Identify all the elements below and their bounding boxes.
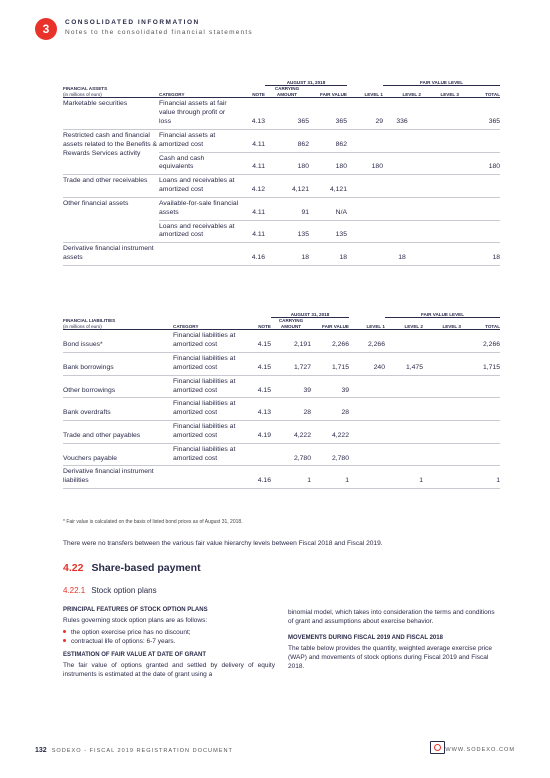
note-cell: 4.11	[239, 152, 265, 175]
table-row	[63, 175, 500, 198]
item-cell: Marketable securities	[63, 98, 159, 129]
level3-cell	[421, 98, 459, 129]
category-cell: Financial assets at amortized cost	[159, 129, 239, 152]
level1-cell: 240	[349, 353, 385, 376]
total-cell	[461, 443, 500, 466]
level3-cell	[423, 330, 461, 353]
level3-cell	[421, 197, 459, 220]
level1-cell: 29	[347, 98, 383, 129]
level2-cell	[383, 220, 421, 243]
level3-cell	[423, 421, 461, 444]
fair-value-cell: 28	[311, 398, 349, 421]
level1-cell	[347, 220, 383, 243]
level2-column-header: LEVEL 2	[383, 86, 421, 98]
level1-cell: 180	[347, 152, 383, 175]
category-cell: Loans and receivables at amortized cost	[159, 175, 239, 198]
level3-cell	[421, 152, 459, 175]
level3-cell	[423, 443, 461, 466]
note-cell: 4.11	[239, 129, 265, 152]
table-row	[63, 421, 500, 444]
total-cell: 365	[459, 98, 500, 129]
level1-column-header: LEVEL 1	[347, 86, 383, 98]
note-cell: 4.13	[247, 398, 271, 421]
table-row	[63, 197, 500, 220]
right-text-column	[288, 608, 500, 675]
carrying-cell: 135	[265, 220, 309, 243]
note-column-header: NOTE	[239, 86, 265, 98]
category-cell: Loans and receivables at amortized cost	[159, 220, 239, 243]
item-cell: Bank overdrafts	[63, 398, 173, 421]
transfers-paragraph: There were no transfers between the various fair value hierarchy levels between Fiscal 2018 and Fiscal 2019.	[63, 540, 383, 547]
table-row	[63, 330, 500, 353]
carrying-cell: 365	[265, 98, 309, 129]
section-heading	[63, 562, 201, 574]
level3-column-header: LEVEL 3	[421, 86, 459, 98]
level2-cell	[385, 375, 423, 398]
category-cell	[159, 243, 239, 266]
level1-cell: 2,266	[349, 330, 385, 353]
level2-cell: 336	[383, 98, 421, 129]
page-footer	[35, 746, 515, 758]
note-cell: 4.11	[239, 220, 265, 243]
level1-cell	[347, 197, 383, 220]
carrying-cell: 91	[265, 197, 309, 220]
note-cell: 4.15	[247, 330, 271, 353]
category-cell: Available-for-sale financial assets	[159, 197, 239, 220]
item-column-header: FINANCIAL LIABILITIES (in millions of euro)	[63, 318, 173, 330]
note-cell: 4.15	[247, 375, 271, 398]
fair-value-paragraph: The fair value of options granted and settled by delivery of equity instruments is estimated at the date of grant using a	[63, 661, 275, 678]
carrying-cell: 180	[265, 152, 309, 175]
carrying-cell: 4,121	[265, 175, 309, 198]
fair-value-cell: 2,780	[311, 443, 349, 466]
category-cell: Financial liabilities at amortized cost	[173, 421, 247, 444]
category-column-header: CATEGORY	[173, 318, 247, 330]
total-cell: 180	[459, 152, 500, 175]
chapter-badge: 3	[35, 18, 57, 40]
level3-cell	[423, 353, 461, 376]
fair-value-level-group-header: FAIR VALUE LEVEL	[383, 80, 500, 86]
table-row	[63, 353, 500, 376]
list-item: contractual life of options: 6-7 years.	[63, 637, 275, 646]
note-cell: 4.15	[247, 353, 271, 376]
financial-liabilities-table	[63, 312, 500, 489]
note-cell: 4.19	[247, 421, 271, 444]
fair-value-cell: 2,266	[311, 330, 349, 353]
table-row	[63, 443, 500, 466]
item-cell: Bank borrowings	[63, 353, 173, 376]
carrying-amount-column-header: CARRYING AMOUNT	[271, 318, 311, 330]
page-number: 132	[35, 747, 47, 754]
category-cell: Financial liabilities at amortized cost	[173, 330, 247, 353]
level2-cell: 18	[383, 243, 421, 266]
note-cell: 4.12	[239, 175, 265, 198]
carrying-amount-column-header: CARRYING AMOUNT	[265, 86, 309, 98]
fair-value-cell: 4,222	[311, 421, 349, 444]
carrying-cell: 39	[271, 375, 311, 398]
level3-column-header: LEVEL 3	[423, 318, 461, 330]
level2-cell	[385, 443, 423, 466]
category-cell: Cash and cash equivalents	[159, 152, 239, 175]
fair-value-cell: 180	[309, 152, 347, 175]
fair-value-cell: 365	[309, 98, 347, 129]
rules-intro: Rules governing stock option plans are as follows:	[63, 616, 208, 624]
total-cell	[461, 375, 500, 398]
note-cell: 4.13	[239, 98, 265, 129]
carrying-cell: 2,780	[271, 443, 311, 466]
level3-cell	[421, 220, 459, 243]
level1-cell	[349, 443, 385, 466]
level2-cell	[383, 129, 421, 152]
fair-value-column-header: FAIR VALUE	[311, 318, 349, 330]
website-link[interactable]: WWW.SODEXO.COM	[445, 747, 515, 753]
level2-cell	[385, 330, 423, 353]
category-cell: Financial liabilities at amortized cost	[173, 398, 247, 421]
movements-paragraph: The table below provides the quantity, weighted average exercise price (WAP) and movements of stock options during Fiscal 2019 and Fiscal 2018.	[288, 644, 493, 671]
total-cell	[459, 129, 500, 152]
bullet-icon	[63, 630, 66, 633]
item-cell: Other financial assets	[63, 197, 159, 242]
level2-cell	[383, 175, 421, 198]
carrying-cell: 4,222	[271, 421, 311, 444]
level3-cell	[421, 175, 459, 198]
level3-cell	[423, 466, 461, 489]
fair-value-cell: 4,121	[309, 175, 347, 198]
fair-value-cell: 1,715	[311, 353, 349, 376]
subsection-number: 4.22.1	[63, 586, 86, 595]
fair-value-cell: 1	[311, 466, 349, 489]
category-cell: Financial assets at fair value through profit or loss	[159, 98, 239, 129]
category-cell	[173, 466, 247, 489]
total-cell: 1,715	[461, 353, 500, 376]
note-cell: 4.16	[247, 466, 271, 489]
level1-cell	[349, 398, 385, 421]
table-row	[63, 98, 500, 129]
header-title: CONSOLIDATED INFORMATION	[65, 19, 200, 26]
fair-value-cell: 18	[309, 243, 347, 266]
level2-cell: 1	[385, 466, 423, 489]
section-title: Share-based payment	[91, 562, 201, 574]
fair-value-cell: 135	[309, 220, 347, 243]
carrying-cell: 28	[271, 398, 311, 421]
item-cell: Trade and other receivables	[63, 175, 159, 198]
date-group-header: AUGUST 31, 2018	[265, 80, 347, 86]
level2-cell: 1,475	[385, 353, 423, 376]
binomial-continuation: binomial model, which takes into consideration the terms and conditions of grant and assumptions about exercise behavior.	[288, 609, 495, 626]
fair-value-column-header: FAIR VALUE	[309, 86, 347, 98]
level2-cell	[383, 197, 421, 220]
level3-cell	[423, 375, 461, 398]
level1-cell	[347, 243, 383, 266]
table-row	[63, 398, 500, 421]
level3-cell	[423, 398, 461, 421]
carrying-cell: 1	[271, 466, 311, 489]
document-name: SODEXO - FISCAL 2019 REGISTRATION DOCUMENT	[51, 748, 233, 754]
left-text-column	[63, 606, 275, 682]
total-cell: 18	[459, 243, 500, 266]
level3-cell	[421, 243, 459, 266]
table-row	[63, 129, 500, 152]
table-row	[63, 243, 500, 266]
item-cell: Bond issues*	[63, 330, 173, 353]
stock-option-features-heading: PRINCIPAL FEATURES OF STOCK OPTION PLANS	[63, 607, 208, 613]
table-footnote: * Fair value is calculated on the basis of listed bond prices as of August 31, 2018.	[63, 519, 243, 525]
fair-value-cell: 39	[311, 375, 349, 398]
category-cell: Financial liabilities at amortized cost	[173, 443, 247, 466]
item-cell: Restricted cash and financial assets related to the Benefits & Rewards Services activity	[63, 129, 159, 174]
total-cell: 1	[461, 466, 500, 489]
fair-value-level-group-header: FAIR VALUE LEVEL	[385, 312, 500, 318]
level1-cell	[349, 466, 385, 489]
total-cell	[459, 197, 500, 220]
carrying-cell: 18	[265, 243, 309, 266]
item-column-header: FINANCIAL ASSETS (in millions of euro)	[63, 86, 159, 98]
total-column-header: TOTAL	[459, 86, 500, 98]
note-cell: 4.16	[239, 243, 265, 266]
list-item: the option exercise price has no discount;	[63, 628, 275, 637]
level1-cell	[347, 129, 383, 152]
fair-value-cell: N/A	[309, 197, 347, 220]
document-icon	[430, 741, 445, 754]
level1-cell	[349, 375, 385, 398]
level2-cell	[385, 421, 423, 444]
total-cell	[461, 398, 500, 421]
subsection-heading	[63, 586, 157, 595]
header-subtitle: Notes to the consolidated financial statements	[65, 29, 253, 36]
level1-column-header: LEVEL 1	[349, 318, 385, 330]
fair-value-cell: 862	[309, 129, 347, 152]
total-cell	[459, 220, 500, 243]
note-cell	[247, 443, 271, 466]
level2-column-header: LEVEL 2	[385, 318, 423, 330]
total-cell: 2,266	[461, 330, 500, 353]
bullet-icon	[63, 639, 66, 642]
item-cell: Vouchers payable	[63, 443, 173, 466]
fair-value-estimation-heading: ESTIMATION OF FAIR VALUE AT DATE OF GRANT	[63, 652, 206, 659]
level1-cell	[349, 421, 385, 444]
level1-cell	[347, 175, 383, 198]
note-cell: 4.11	[239, 197, 265, 220]
carrying-cell: 2,191	[271, 330, 311, 353]
movements-heading: MOVEMENTS DURING FISCAL 2019 AND FISCAL 2018	[288, 635, 443, 642]
category-cell: Financial liabilities at amortized cost	[173, 353, 247, 376]
level2-cell	[385, 398, 423, 421]
note-column-header: NOTE	[247, 318, 271, 330]
level2-cell	[383, 152, 421, 175]
table-row	[63, 375, 500, 398]
total-cell	[461, 421, 500, 444]
section-number: 4.22	[63, 562, 84, 574]
carrying-cell: 1,727	[271, 353, 311, 376]
total-cell	[459, 175, 500, 198]
item-cell: Derivative financial instrument assets	[63, 243, 159, 266]
item-cell: Other borrowings	[63, 375, 173, 398]
item-cell: Trade and other payables	[63, 421, 173, 444]
subsection-title: Stock option plans	[91, 586, 157, 595]
carrying-cell: 862	[265, 129, 309, 152]
table-row	[63, 466, 500, 489]
financial-assets-table	[63, 80, 500, 266]
category-cell: Financial liabilities at amortized cost	[173, 375, 247, 398]
category-column-header: CATEGORY	[159, 86, 239, 98]
item-cell: Derivative financial instrument liabilities	[63, 466, 173, 489]
date-group-header: AUGUST 31, 2018	[271, 312, 349, 318]
rules-list	[63, 628, 275, 646]
level3-cell	[421, 129, 459, 152]
total-column-header: TOTAL	[461, 318, 500, 330]
